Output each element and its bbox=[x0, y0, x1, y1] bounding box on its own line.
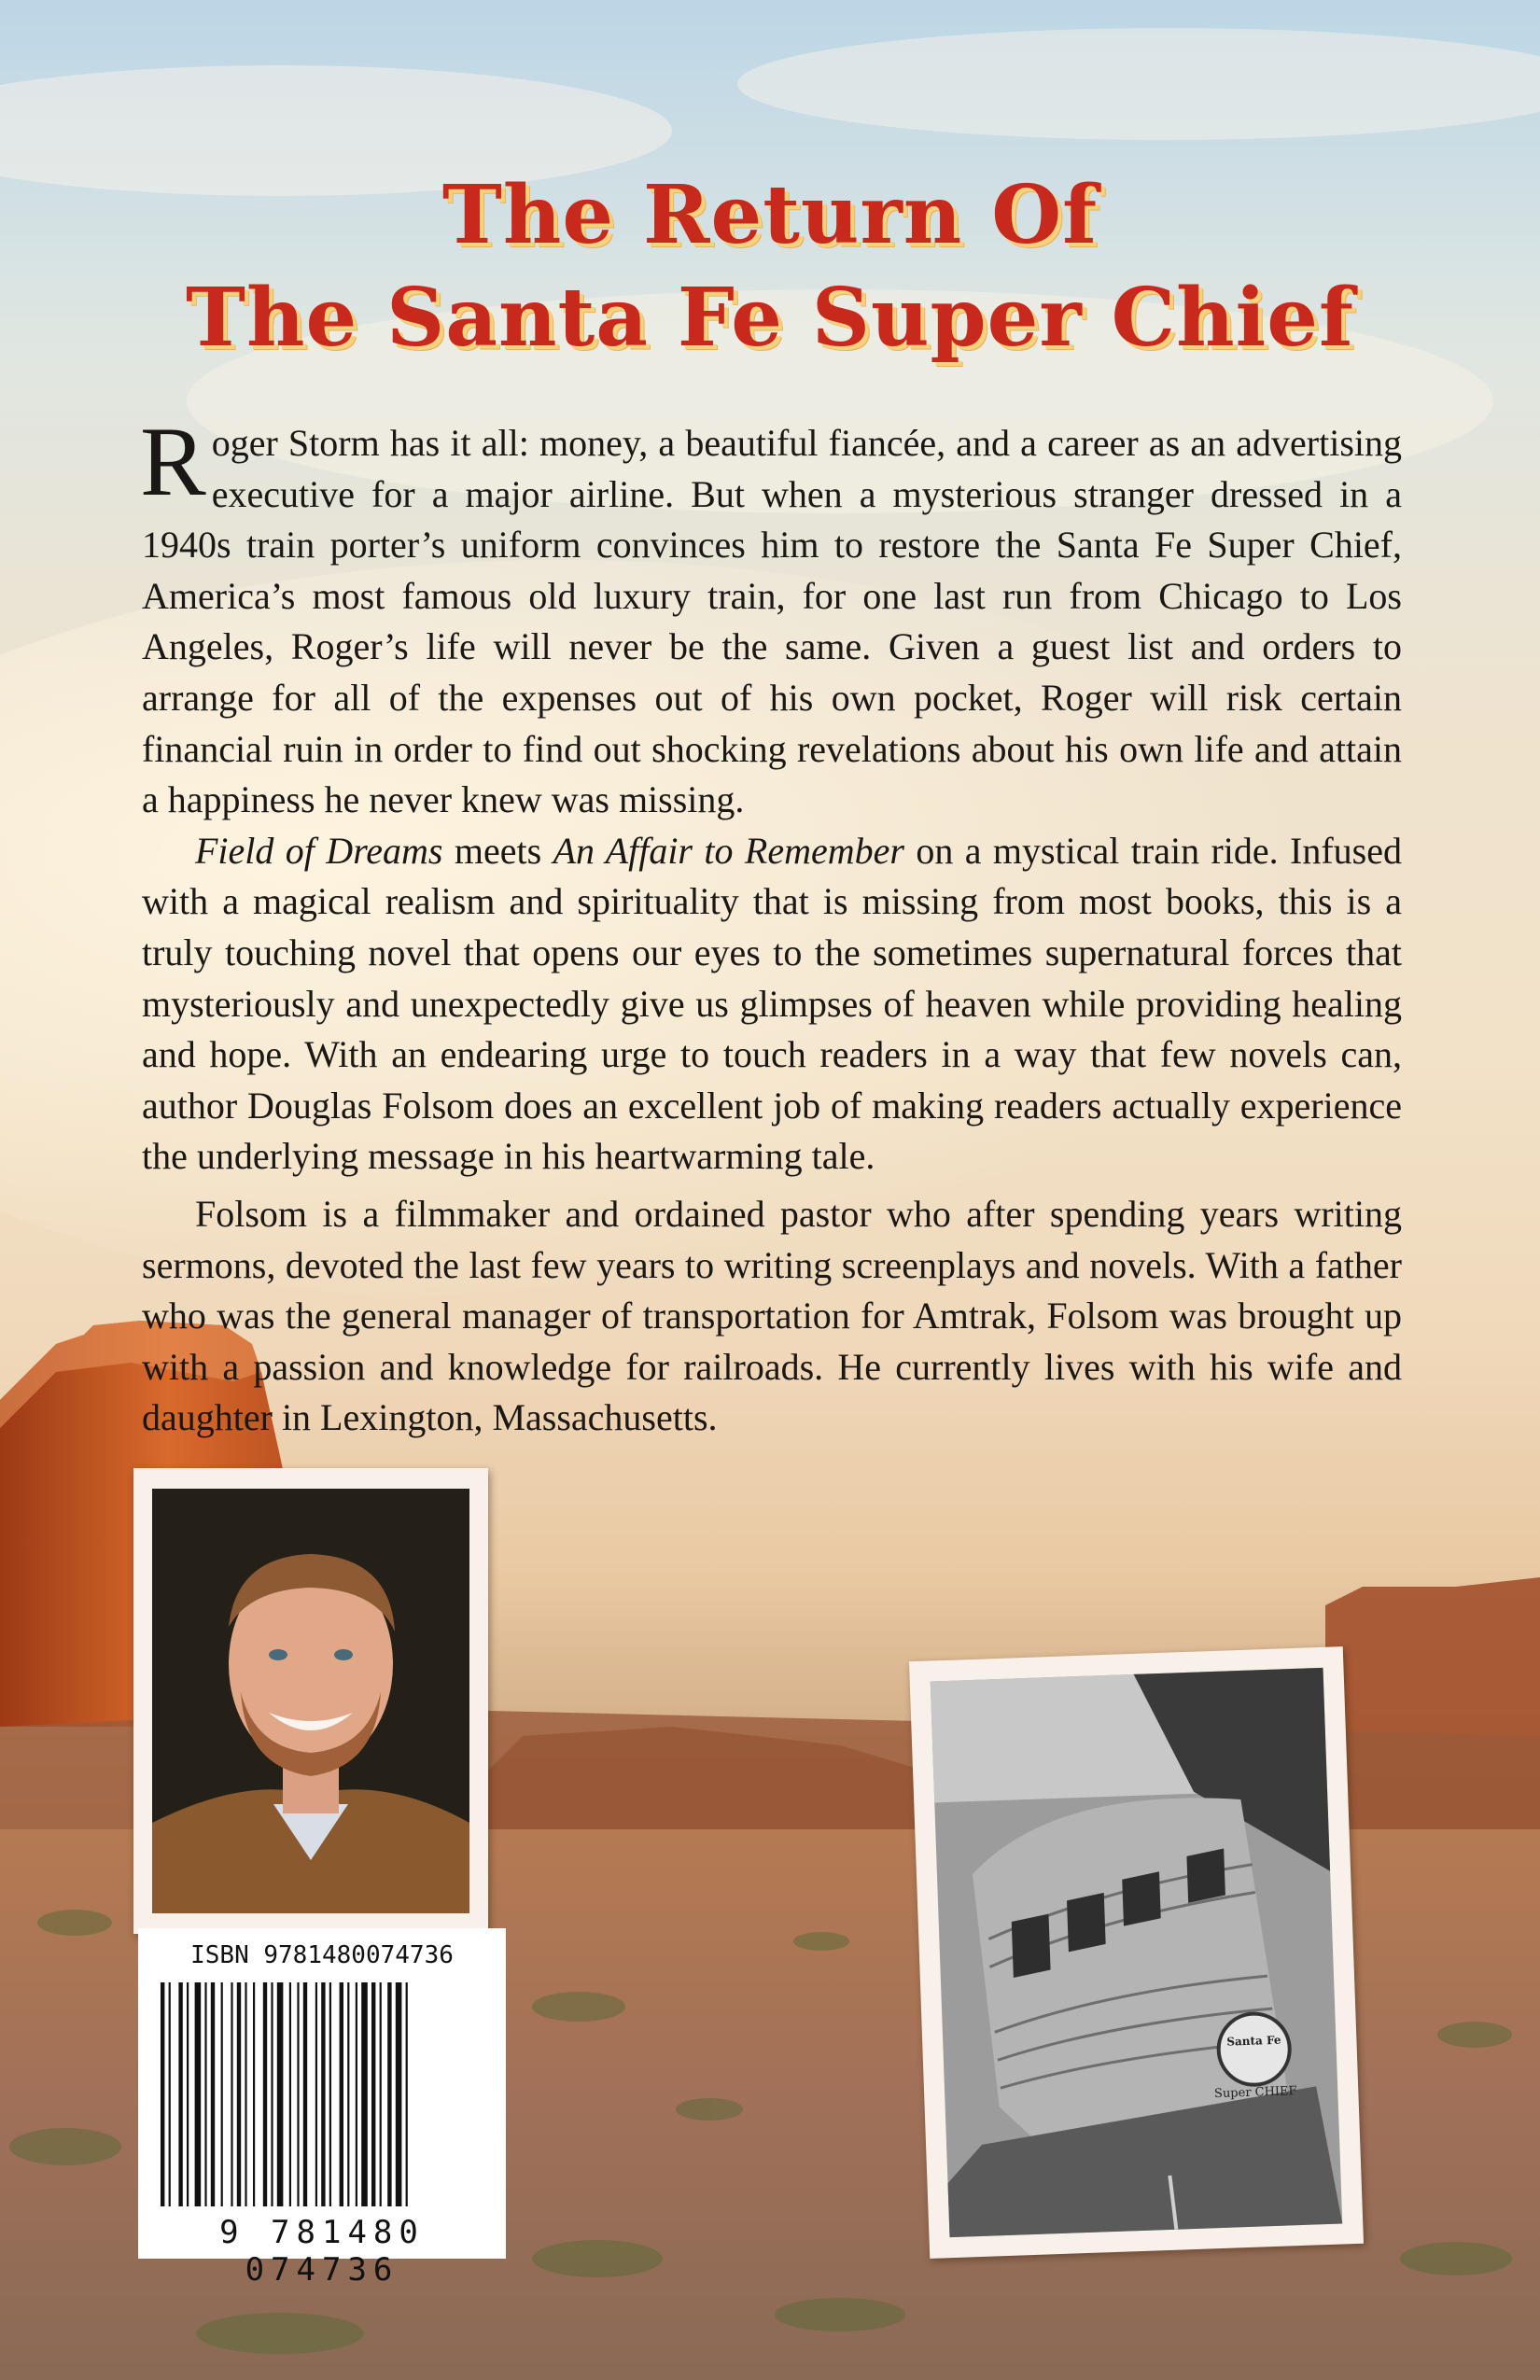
train-photo bbox=[909, 1646, 1364, 2259]
blurb-paragraph-1 bbox=[140, 407, 1402, 826]
train-sign-text-2: Super CHIEF bbox=[1213, 2084, 1297, 2102]
title-reference-1: Field of Dreams bbox=[195, 829, 443, 872]
barcode-bar bbox=[195, 1982, 202, 2206]
barcode-bar bbox=[271, 1982, 273, 2206]
barcode-bar bbox=[237, 1982, 241, 2206]
barcode-bar bbox=[245, 1982, 246, 2206]
isbn-barcode bbox=[138, 1928, 506, 2289]
barcode-bar bbox=[161, 1982, 164, 2206]
barcode-bar bbox=[406, 1982, 408, 2206]
title-reference-2: An Affair to Remember bbox=[553, 829, 904, 872]
barcode-bar bbox=[297, 1982, 299, 2206]
author-photo bbox=[133, 1468, 488, 1934]
barcode-bar bbox=[253, 1982, 255, 2206]
barcode-bar bbox=[329, 1982, 331, 2206]
blurb-paragraph-2-text: on a mystical train ride. Infused with a magical realism and spirituality that is missing from most books, this is a truly touching novel that opens our eyes to the sometimes supernatural forces that mysteriously and unexpectedly give us glimpses of heaven while providing healing and hope. With an endearing urge to touch readers in a way that few novels can, author Douglas Folsom does an excellent job of making readers actually experience the underlying message in his heartwarming tale. bbox=[142, 829, 1402, 1178]
barcode-bar bbox=[380, 1982, 382, 2206]
barcode-bar bbox=[371, 1982, 375, 2206]
blurb-connector: meets bbox=[442, 829, 553, 872]
barcode-bar bbox=[303, 1982, 307, 2206]
isbn-label: ISBN 9781480074736 bbox=[190, 1941, 454, 1969]
drop-cap: R bbox=[140, 407, 206, 516]
barcode-bar bbox=[289, 1982, 291, 2206]
blurb-paragraph-1-text: oger Storm has it all: money, a beautiful fiancée, and a career as an advertising executive for a major airline. But when a mysterious stranger dressed in a 1940s train porter’s uniform convinces him to restore the Santa Fe Super Chief, America’s most famous old luxury train, for one last run from Chicago to Los Angeles, Roger’s life will never be the same. Given a guest list and orders to arrange for all of the expenses out of his own pocket, Roger will risk certain financial ruin in order to find out shocking revelations about his own life and attain a happiness he never knew was missing. bbox=[142, 422, 1402, 821]
back-cover-blurb bbox=[140, 407, 1402, 1444]
barcode-bar bbox=[263, 1982, 267, 2206]
barcode-bar bbox=[340, 1982, 343, 2206]
barcode-bars bbox=[138, 1928, 506, 2259]
barcode-bar bbox=[387, 1982, 391, 2206]
barcode-bar bbox=[169, 1982, 171, 2206]
barcode-bar bbox=[204, 1982, 206, 2206]
barcode-bar bbox=[315, 1982, 317, 2206]
title-line-1: The Return Of bbox=[441, 168, 1099, 262]
title-line-2: The Santa Fe Super Chief bbox=[185, 271, 1355, 365]
train-sign-text-1: Santa Fe bbox=[1226, 2033, 1281, 2049]
blurb-paragraph-3-text: Folsom is a filmmaker and ordained pastor who after spending years writing sermons, devoted the last few years to writing screenplays and novels. With a father who was the general manager of transportation for Amtrak, Folsom was brought up with a passion and knowledge for railroads. He currently lives with his wife and daughter in Lexington, Massachusetts. bbox=[142, 1192, 1402, 1439]
blurb-paragraph-2 bbox=[142, 826, 1402, 1183]
barcode-bar bbox=[347, 1982, 349, 2206]
barcode-bar bbox=[211, 1982, 215, 2206]
isbn-digits: 9 781480 074736 bbox=[219, 2214, 425, 2289]
barcode-bar bbox=[396, 1982, 402, 2206]
barcode-bar bbox=[178, 1982, 182, 2206]
barcode-bar bbox=[221, 1982, 223, 2206]
blurb-paragraph-3 bbox=[142, 1189, 1402, 1444]
barcode-bar bbox=[231, 1982, 232, 2206]
barcode-bar bbox=[277, 1982, 284, 2206]
barcode-bar bbox=[356, 1982, 357, 2206]
barcode-bar bbox=[361, 1982, 368, 2206]
barcode-bar bbox=[321, 1982, 325, 2206]
barcode-bar bbox=[187, 1982, 189, 2206]
